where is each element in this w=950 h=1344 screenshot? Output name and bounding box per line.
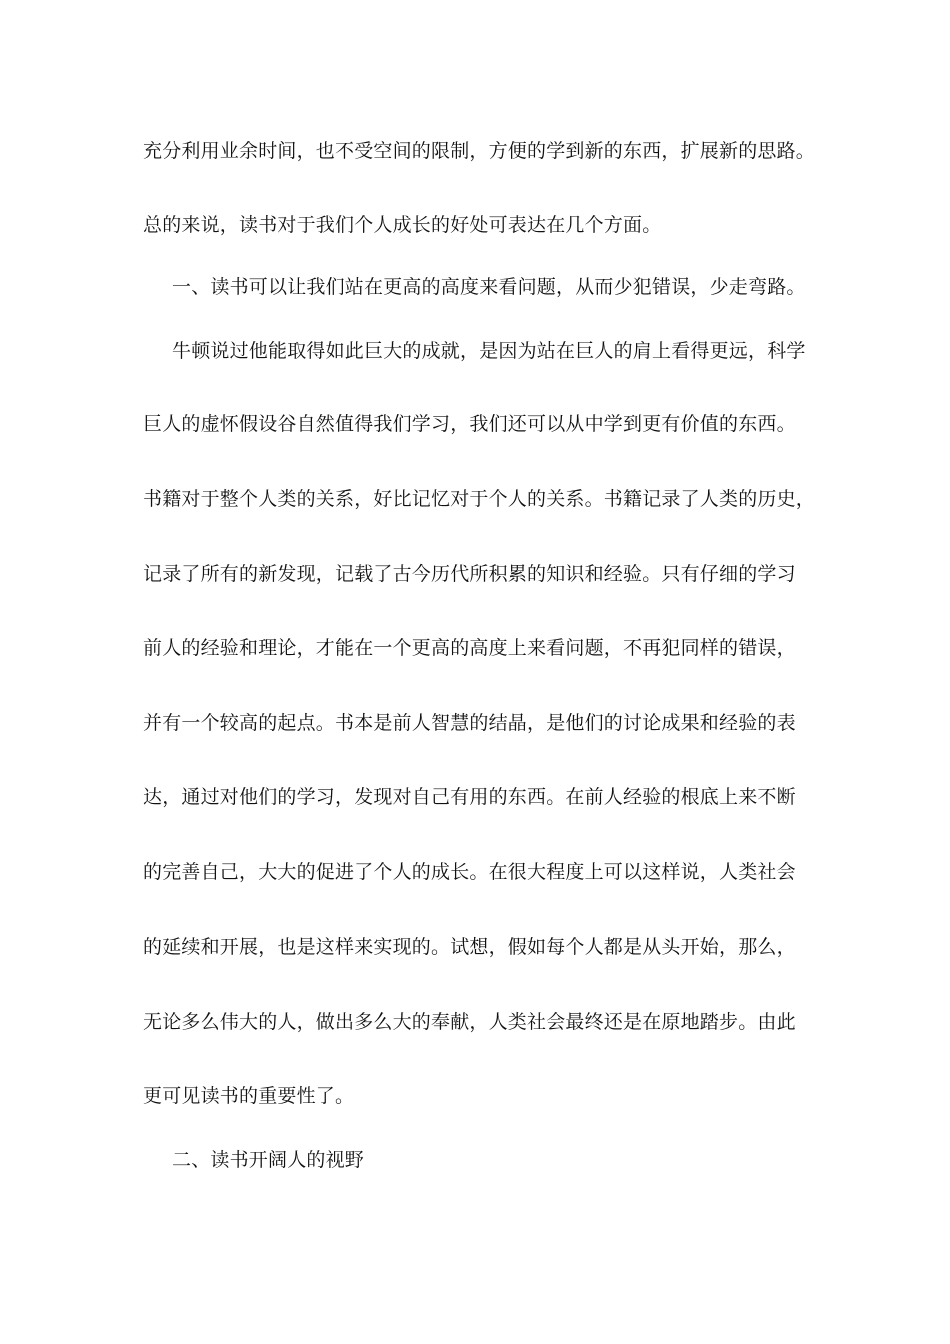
section-heading-1: 一、读书可以让我们站在更高的高度来看问题，从而少犯错误，少走弯路。	[172, 276, 806, 298]
paragraph-line-6: 记录了所有的新发现，记载了古今历代所积累的知识和经验。只有仔细的学习	[143, 563, 796, 585]
paragraph-line-12: 无论多么伟大的人，做出多么大的奉献，人类社会最终还是在原地踏步。由此	[143, 1011, 796, 1033]
paragraph-line-1: 充分利用业余时间，也不受空间的限制，方便的学到新的东西，扩展新的思路。	[143, 140, 816, 162]
paragraph-line-8: 并有一个较高的起点。书本是前人智慧的结晶，是他们的讨论成果和经验的表	[143, 712, 796, 734]
paragraph-line-5: 书籍对于整个人类的关系，好比记忆对于个人的关系。书籍记录了人类的历史，	[143, 488, 816, 510]
paragraph-line-7: 前人的经验和理论，才能在一个更高的高度上来看问题，不再犯同样的错误，	[143, 637, 796, 659]
paragraph-line-9: 达，通过对他们的学习，发现对自己有用的东西。在前人经验的根底上来不断	[143, 786, 796, 808]
paragraph-line-13: 更可见读书的重要性了。	[143, 1085, 355, 1107]
paragraph-line-4: 巨人的虚怀假设谷自然值得我们学习，我们还可以从中学到更有价值的东西。	[143, 413, 796, 435]
paragraph-line-3: 牛顿说过他能取得如此巨大的成就，是因为站在巨人的肩上看得更远，科学	[172, 340, 806, 362]
paragraph-line-2: 总的来说，读书对于我们个人成长的好处可表达在几个方面。	[143, 214, 662, 236]
paragraph-line-11: 的延续和开展，也是这样来实现的。试想，假如每个人都是从头开始，那么，	[143, 936, 796, 958]
section-heading-2: 二、读书开阔人的视野	[172, 1149, 365, 1171]
paragraph-line-10: 的完善自己，大大的促进了个人的成长。在很大程度上可以这样说，人类社会	[143, 861, 796, 883]
